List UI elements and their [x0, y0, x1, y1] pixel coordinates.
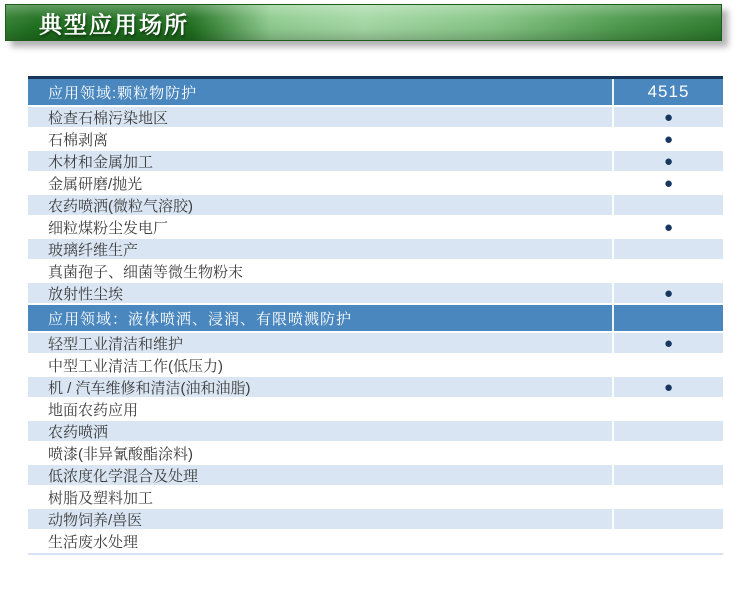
row-marker-cell — [612, 261, 723, 281]
dot-marker-icon: ● — [663, 284, 674, 302]
row-label: 树脂及塑料加工 — [48, 489, 154, 507]
section-title-banner — [5, 4, 722, 41]
dot-marker-icon: ● — [663, 108, 674, 126]
table-row — [28, 399, 723, 421]
dot-marker-icon: ● — [663, 218, 674, 236]
row-marker-cell — [612, 129, 723, 149]
row-marker-cell — [612, 283, 723, 303]
row-label: 中型工业清洁工作(低压力) — [48, 357, 223, 375]
dot-marker-icon: ● — [663, 378, 674, 396]
row-marker-cell — [612, 421, 723, 441]
row-label: 金属研磨/抛光 — [48, 175, 143, 193]
row-label: 地面农药应用 — [48, 401, 139, 419]
table-row — [28, 333, 723, 355]
dot-marker-icon: ● — [663, 334, 674, 352]
row-marker-cell — [612, 531, 723, 551]
table-row — [28, 173, 723, 195]
row-label: 动物饲养/兽医 — [48, 511, 143, 529]
section-header-label: 应用领域：液体喷洒、浸润、有限喷溅防护 — [48, 310, 353, 328]
row-marker-cell — [612, 355, 723, 375]
table-row — [28, 195, 723, 217]
application-table-body — [28, 79, 723, 553]
table-row — [28, 465, 723, 487]
row-label: 农药喷洒 — [48, 423, 109, 441]
row-label: 真菌孢子、细菌等微生物粉末 — [48, 263, 244, 281]
row-label: 机 / 汽车维修和清洁(油和油脂) — [48, 379, 251, 397]
product-model-cell — [612, 305, 723, 331]
table-row — [28, 509, 723, 531]
row-marker-cell — [612, 509, 723, 529]
row-label: 细粒煤粉尘发电厂 — [48, 219, 169, 237]
row-label: 喷漆(非异氰酸酯涂料) — [48, 445, 193, 463]
row-label: 低浓度化学混合及处理 — [48, 467, 199, 485]
table-row — [28, 531, 723, 553]
section-header-row — [28, 79, 723, 107]
row-label: 玻璃纤维生产 — [48, 241, 139, 259]
dot-marker-icon: ● — [663, 174, 674, 192]
row-marker-cell — [612, 107, 723, 127]
row-marker-cell — [612, 173, 723, 193]
row-marker-cell — [612, 333, 723, 353]
row-marker-cell — [612, 377, 723, 397]
row-marker-cell — [612, 195, 723, 215]
banner-title: 典型应用场所 — [39, 11, 189, 37]
table-row — [28, 283, 723, 305]
row-label: 农药喷洒(微粒气溶胶) — [48, 197, 193, 215]
dot-marker-icon: ● — [663, 152, 674, 170]
row-marker-cell — [612, 217, 723, 237]
product-model-cell: 4515 — [612, 79, 723, 105]
row-label: 木材和金属加工 — [48, 153, 154, 171]
application-table — [28, 76, 723, 555]
table-row — [28, 487, 723, 509]
row-label: 放射性尘埃 — [48, 285, 124, 303]
table-row — [28, 377, 723, 399]
row-marker-cell — [612, 151, 723, 171]
row-marker-cell — [612, 239, 723, 259]
row-label: 石棉剥离 — [48, 131, 109, 149]
row-label: 检查石棉污染地区 — [48, 109, 169, 127]
table-row — [28, 217, 723, 239]
table-row — [28, 421, 723, 443]
section-header-row — [28, 305, 723, 333]
table-row — [28, 129, 723, 151]
table-row — [28, 239, 723, 261]
row-marker-cell — [612, 443, 723, 463]
section-header-label: 应用领域:颗粒物防护 — [48, 84, 198, 102]
table-row — [28, 261, 723, 283]
row-marker-cell — [612, 399, 723, 419]
row-marker-cell — [612, 487, 723, 507]
table-row — [28, 355, 723, 377]
dot-marker-icon: ● — [663, 130, 674, 148]
row-label: 轻型工业清洁和维护 — [48, 335, 184, 353]
row-label: 生活废水处理 — [48, 533, 139, 551]
table-row — [28, 151, 723, 173]
table-row — [28, 443, 723, 465]
table-row — [28, 107, 723, 129]
row-marker-cell — [612, 465, 723, 485]
